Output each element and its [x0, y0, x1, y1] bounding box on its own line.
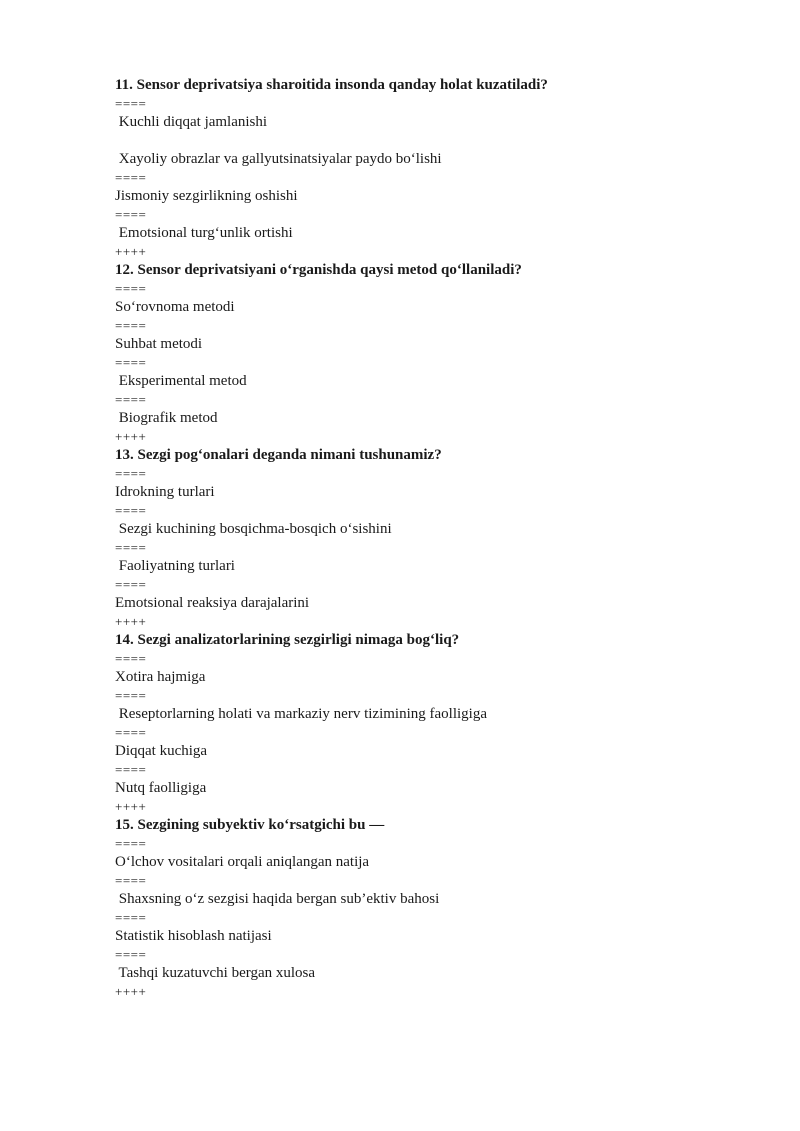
- separator-line: ====: [115, 909, 147, 925]
- separator-line: ====: [115, 280, 147, 296]
- separator-line: ====: [115, 835, 147, 851]
- separator-line: ++++: [115, 243, 147, 259]
- answer-option: Statistik hisoblash natijasi: [115, 928, 272, 944]
- answer-option: Sezgi kuchining bosqichma-bosqich o‘sishini: [115, 521, 392, 537]
- answer-option: Reseptorlarning holati va markaziy nerv tizimining faolligiga: [115, 706, 487, 722]
- blank-line: [115, 132, 755, 151]
- separator-line: ====: [115, 502, 147, 518]
- answer-option: Idrokning turlari: [115, 484, 215, 500]
- separator-line: ====: [115, 687, 147, 703]
- answer-option: Biografik metod: [115, 410, 218, 426]
- question-heading: 13. Sezgi pog‘onalari deganda nimani tushunamiz?: [115, 447, 442, 463]
- answer-option: Shaxsning o‘z sezgisi haqida bergan sub’ektiv bahosi: [115, 891, 440, 907]
- separator-line: ====: [115, 95, 147, 111]
- answer-option: Xotira hajmiga: [115, 669, 206, 685]
- answer-option: Faoliyatning turlari: [115, 558, 235, 574]
- answer-option: Emotsional reaksiya darajalarini: [115, 595, 310, 611]
- question-heading: 11. Sensor deprivatsiya sharoitida insonda qanday holat kuzatiladi?: [115, 77, 548, 93]
- separator-line: ====: [115, 354, 147, 370]
- separator-line: ++++: [115, 798, 147, 814]
- question-heading: 15. Sezgining subyektiv ko‘rsatgichi bu —: [115, 817, 385, 833]
- answer-option: Xayoliy obrazlar va gallyutsinatsiyalar paydo bo‘lishi: [115, 151, 442, 167]
- separator-line: ====: [115, 946, 147, 962]
- answer-option: So‘rovnoma metodi: [115, 299, 235, 315]
- answer-option: Emotsional turg‘unlik ortishi: [115, 225, 293, 241]
- separator-line: ====: [115, 724, 147, 740]
- separator-line: ++++: [115, 983, 147, 999]
- answer-option: Kuchli diqqat jamlanishi: [115, 114, 268, 130]
- separator-line: ====: [115, 761, 147, 777]
- separator-line: ====: [115, 206, 147, 222]
- separator-line: ====: [115, 317, 147, 333]
- separator-line: ++++: [115, 613, 147, 629]
- separator-line: ====: [115, 391, 147, 407]
- answer-option: Jismoniy sezgirlikning oshishi: [115, 188, 298, 204]
- separator-line: ====: [115, 539, 147, 555]
- separator-line: ++++: [115, 428, 147, 444]
- separator-line: ====: [115, 872, 147, 888]
- separator-line: ====: [115, 576, 147, 592]
- answer-option: Tashqi kuzatuvchi bergan xulosa: [115, 965, 316, 981]
- answer-option: Eksperimental metod: [115, 373, 247, 389]
- answer-option: O‘lchov vositalari orqali aniqlangan natija: [115, 854, 370, 870]
- answer-option: Nutq faolligiga: [115, 780, 207, 796]
- question-heading: 12. Sensor deprivatsiyani o‘rganishda qaysi metod qo‘llaniladi?: [115, 262, 522, 278]
- separator-line: ====: [115, 465, 147, 481]
- document-page: [115, 76, 755, 1001]
- answer-option: Suhbat metodi: [115, 336, 203, 352]
- answer-option: Diqqat kuchiga: [115, 743, 208, 759]
- separator-line: ====: [115, 650, 147, 666]
- separator-line: ====: [115, 169, 147, 185]
- question-heading: 14. Sezgi analizatorlarining sezgirligi nimaga bog‘liq?: [115, 632, 460, 648]
